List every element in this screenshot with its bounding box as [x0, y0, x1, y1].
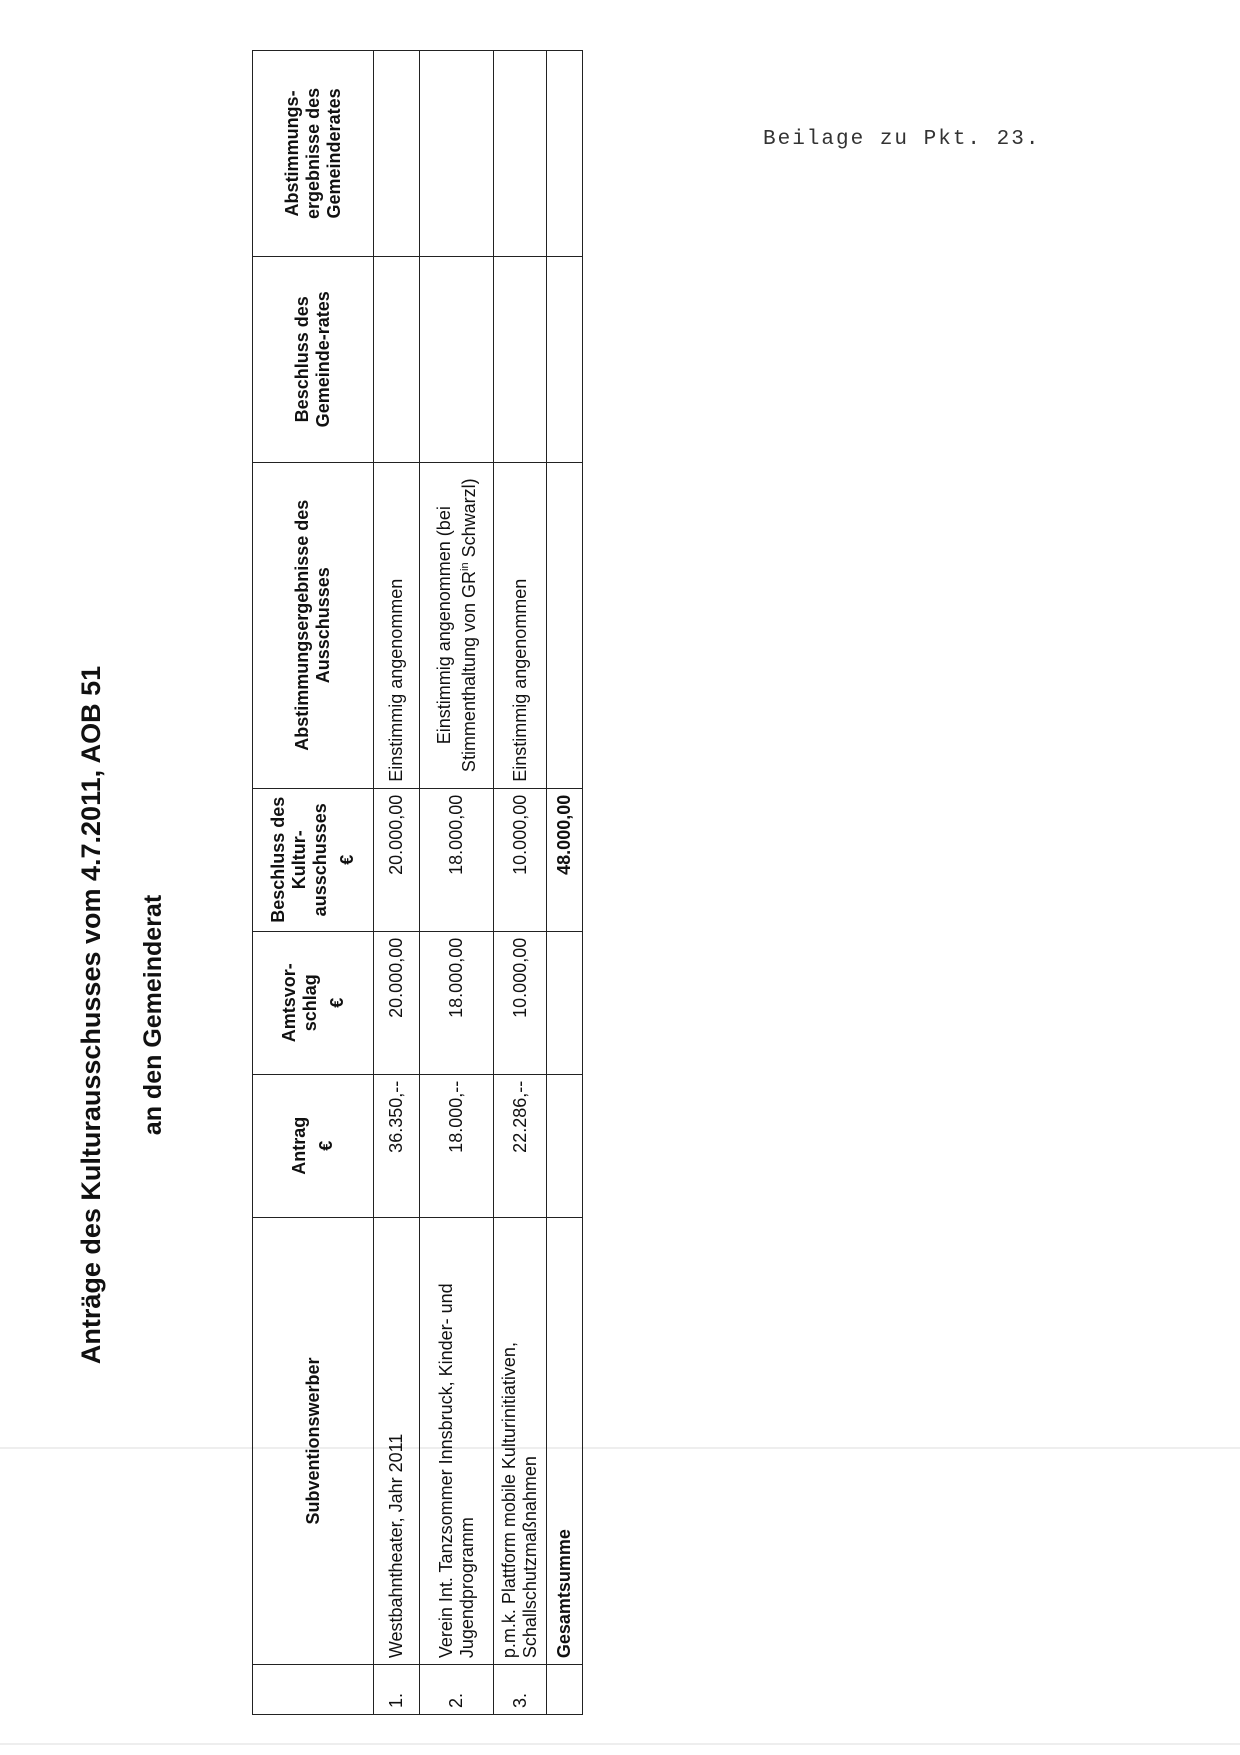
- total-label: Gesamtsumme: [547, 1217, 583, 1664]
- total-blank: [547, 51, 583, 257]
- table-row: [374, 51, 420, 1715]
- committee-decision: 20.000,00: [374, 788, 420, 931]
- requested-amount: 18.000,--: [420, 1074, 494, 1217]
- committee-vote-result: Einstimmig angenommen: [494, 462, 547, 788]
- vote-superscript: in: [458, 562, 471, 571]
- table-row: [494, 51, 547, 1715]
- council-decision: [494, 256, 547, 462]
- requested-amount: 36.350,--: [374, 1074, 420, 1217]
- header-antrag: [253, 1074, 374, 1217]
- header-subventionswerber: [253, 1217, 374, 1664]
- header-label: Amtsvor-schlag: [278, 963, 320, 1043]
- document-subtitle: an den Gemeinderat: [139, 894, 167, 1136]
- total-blank: [547, 1665, 583, 1715]
- header-label: Antrag: [289, 1116, 309, 1175]
- subsidy-table: [252, 50, 583, 1715]
- row-number: 3.: [494, 1665, 547, 1715]
- header-amtsvorschlag: [253, 931, 374, 1074]
- document-title: Anträge des Kulturausschusses vom 4.7.2011, AOB 51: [76, 665, 106, 1365]
- rotated-page-content: [20, 10, 620, 1715]
- euro-unit: €: [316, 1140, 336, 1151]
- requested-amount: 22.286,--: [494, 1074, 547, 1217]
- applicant-name: Westbahntheater, Jahr 2011: [374, 1217, 420, 1664]
- row-number: 2.: [420, 1665, 494, 1715]
- council-vote-result: [420, 51, 494, 257]
- office-proposal: 20.000,00: [374, 931, 420, 1074]
- scan-fold-line: [0, 1743, 1240, 1745]
- applicant-name: Verein Int. Tanzsommer Innsbruck, Kinder- und Jugendprogramm: [420, 1217, 494, 1664]
- council-vote-result: [494, 51, 547, 257]
- euro-unit: €: [326, 997, 347, 1008]
- council-vote-result: [374, 51, 420, 257]
- header-abstimmung-ausschuss: Abstimmungsergebnisse des Ausschusses: [253, 462, 374, 788]
- committee-decision: 18.000,00: [420, 788, 494, 931]
- attachment-stamp: Beilage zu Pkt. 23.: [763, 128, 1041, 151]
- office-proposal: 18.000,00: [420, 931, 494, 1074]
- table-row: [420, 51, 494, 1715]
- applicant-name: p.m.k. Plattform mobile Kulturinitiativen, Schallschutzmaßnahmen: [494, 1217, 547, 1664]
- council-decision: [420, 256, 494, 462]
- euro-unit: €: [337, 854, 357, 865]
- vote-text: Einstimmig angenommen (bei Stimmenthaltung von GR: [433, 506, 479, 773]
- row-number: 1.: [374, 1665, 420, 1715]
- header-label: Subventionswerber: [302, 1357, 323, 1525]
- header-beschluss-gemeinderat: Beschluss des Gemeinde-rates: [253, 256, 374, 462]
- committee-decision: 10.000,00: [494, 788, 547, 931]
- total-blank: [547, 931, 583, 1074]
- office-proposal: 10.000,00: [494, 931, 547, 1074]
- header-nr: [253, 1665, 374, 1715]
- total-blank: [547, 1074, 583, 1217]
- vote-text: Schwarzl): [458, 478, 479, 563]
- committee-vote-result: [420, 462, 494, 788]
- table-header-row: [253, 51, 374, 1715]
- header-abstimmung-gemeinderat: Abstimmungs-ergebnisse des Gemeinderates: [253, 51, 374, 257]
- total-blank: [547, 462, 583, 788]
- header-label: Beschluss des Kultur-ausschusses: [268, 796, 330, 923]
- header-beschluss-kulturausschuss: [253, 788, 374, 931]
- committee-vote-result: Einstimmig angenommen: [374, 462, 420, 788]
- total-value: 48.000,00: [547, 788, 583, 931]
- council-decision: [374, 256, 420, 462]
- total-row: [547, 51, 583, 1715]
- total-blank: [547, 256, 583, 462]
